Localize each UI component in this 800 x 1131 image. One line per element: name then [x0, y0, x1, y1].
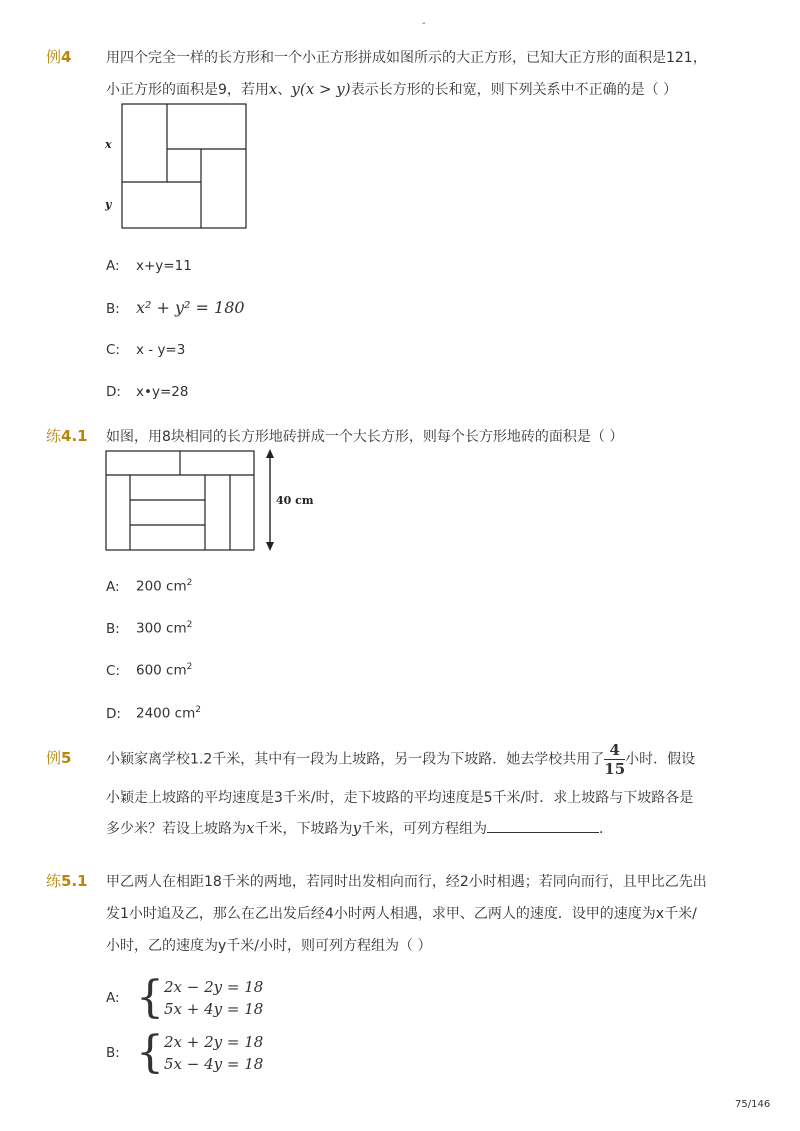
example-5-tag: 例5 — [46, 749, 72, 767]
fig-label-x: x — [105, 138, 112, 151]
tag-prefix: 例 — [46, 48, 62, 66]
pr41-tile-figure — [100, 446, 320, 556]
pr51-question-line1: 甲乙两人在相距18千米的两地，若同时出发相向而行，经2小时相遇；若同向而行，且甲比乙先出 — [106, 874, 707, 890]
page-top-mark: - — [422, 18, 426, 29]
equation-system: 2x − 2y = 18 5x + 4y = 18 — [164, 978, 264, 1018]
fig-label-y: y — [105, 198, 112, 211]
ex4-question-line1: 用四个完全一样的长方形和一个小正方形拼成如图所示的大正方形，已知大正方形的面积是121， — [106, 50, 707, 66]
example-4-tag — [46, 46, 71, 67]
ex5-question-line2: 小颖走上坡路的平均速度是3千米/时，走下坡路的平均速度是5千米/时．求上坡路与下坡路各是 — [106, 790, 694, 806]
pr41-option-d[interactable]: D: 2400 $cm^2$ — [106, 705, 201, 722]
pr41-option-a[interactable]: A: 200 $cm^2$ — [106, 578, 193, 595]
tag-number: 4 — [61, 48, 72, 66]
ex4-question-line2: 小正方形的面积是9，若用x、y(x > y)表示长方形的长和宽，则下列关系中不正确的是（ ） — [106, 80, 678, 98]
page-number: 75/146 — [735, 1099, 771, 1110]
ex4-option-b[interactable]: B: x² + y² = 180 — [106, 298, 245, 317]
pr51-option-a[interactable]: A: {2x − 2y = 18 5x + 4y = 18 — [106, 972, 264, 1023]
pr41-option-c[interactable]: C: 600 $cm^2$ — [106, 662, 193, 679]
ex5-question-line3: 多少米？若设上坡路为x千米，下坡路为y千米，可列方程组为 ． — [106, 819, 613, 837]
practice-5-1-tag: 练5.1 — [46, 872, 88, 890]
fraction-4-15: $\frac{4}{15}$ — [604, 741, 626, 778]
practice-4-1-tag: 练4.1 — [46, 427, 88, 445]
ex4-option-a[interactable]: A: x+y=11 — [106, 258, 192, 274]
pr51-question-line2: 发1小时追及乙，那么在乙出发后经4小时两人相遇，求甲、乙两人的速度．设甲的速度为x千米/ — [106, 906, 697, 922]
fig-label-40cm: 40 cm — [276, 494, 314, 507]
ex4-option-c[interactable]: C: x - y=3 — [106, 342, 186, 358]
equation-system: 2x + 2y = 18 5x − 4y = 18 — [164, 1033, 264, 1073]
ex5-question-line1: 小颖家离学校1.2千米，其中有一段为上坡路，另一段为下坡路．她去学校共用了 $\frac{4}{15}$ 小时．假设 — [106, 741, 696, 778]
answer-blank[interactable] — [487, 820, 599, 833]
pr51-question-line3: 小时，乙的速度为y千米/小时，则可列方程组为（ ） — [106, 938, 432, 954]
brace-icon: { — [136, 972, 164, 1023]
ex4-option-d[interactable]: D: x•y=28 — [106, 384, 189, 400]
pr51-option-b[interactable]: B: {2x + 2y = 18 5x − 4y = 18 — [106, 1027, 264, 1078]
pr41-option-b[interactable]: B: 300 $cm^2$ — [106, 620, 193, 637]
pr41-question-line1: 如图，用8块相同的长方形地砖拼成一个大长方形，则每个长方形地砖的面积是（ ） — [106, 429, 624, 445]
ex4-square-figure — [100, 100, 260, 232]
brace-icon: { — [136, 1027, 164, 1078]
